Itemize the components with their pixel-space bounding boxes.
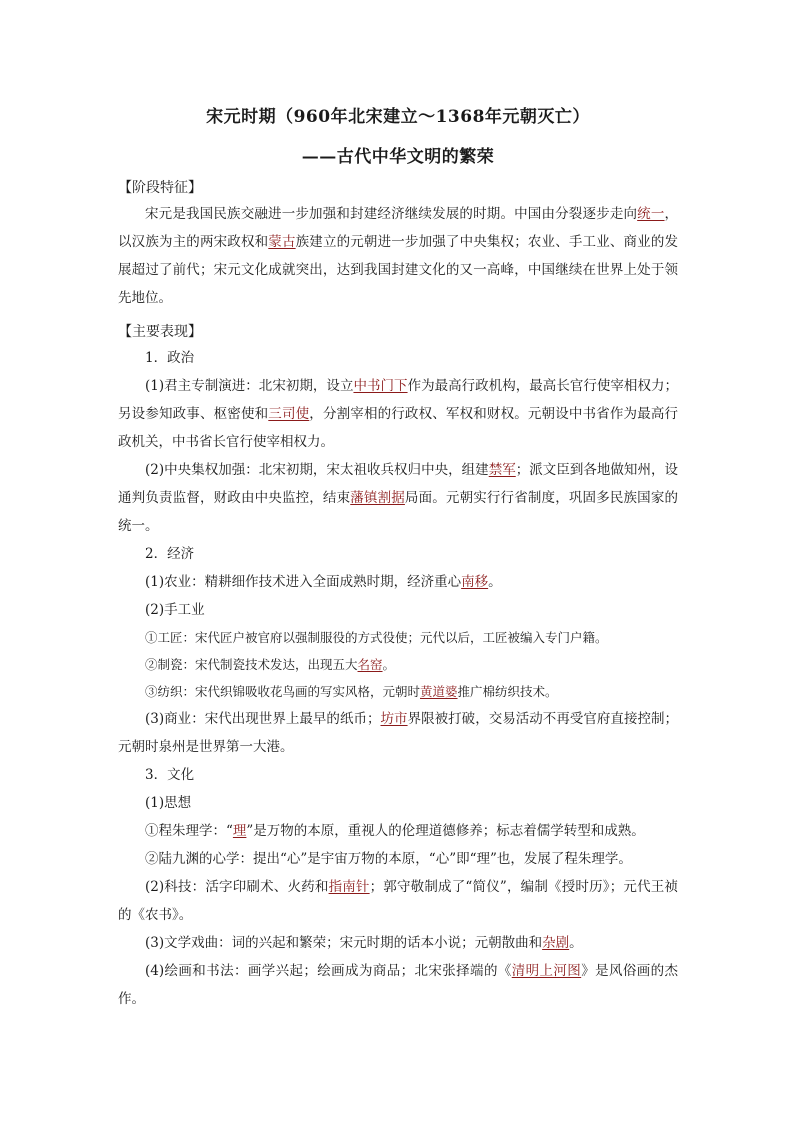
keyword-sansishi: 三司使 xyxy=(268,406,310,422)
keyword-zhinanzhen: 指南针 xyxy=(328,879,370,895)
economy-label: 2．经济 xyxy=(145,546,195,562)
keyword-zaju: 杂剧 xyxy=(542,935,570,951)
section-heading-main: 【主要表现】 xyxy=(118,324,202,340)
culture-paragraph-4: (2)科技：活字印刷术、火药和指南针；郭守敬制成了“简仪”，编制《授时历》；元代王祯的《农书》。 xyxy=(118,879,678,923)
economy-paragraph-3: ①工匠：宋代匠户被官府以强制服役的方式役使；元代以后，工匠被编入专门户籍。 xyxy=(145,630,608,645)
keyword-li: 理 xyxy=(232,823,247,839)
politics-paragraph-2: (2)中央集权加强：北宋初期，宋太祖收兵权归中央，组建禁军；派文臣到各地做知州，设通判负责监督，财政由中央监控，结束藩镇割据局面。元朝实行行省制度，巩固多民族国家的统一。 xyxy=(118,462,679,534)
culture-paragraph-3: ②陆九渊的心学：提出“心”是宇宙万物的本原，“心”即“理”也，发展了程朱理学。 xyxy=(145,851,632,867)
culture-paragraph-5: (3)文学戏曲：词的兴起和繁荣；宋元时期的话本小说；元朝散曲和杂剧。 xyxy=(145,935,583,951)
culture-label: 3．文化 xyxy=(145,767,195,783)
economy-paragraph-5: ③纺织：宋代织锦吸收花鸟画的写实风格，元朝时黄道婆推广棉纺织技术。 xyxy=(145,684,558,699)
economy-paragraph-6: (3)商业：宋代出现世界上最早的纸币；坊市界限被打破，交易活动不再受官府直接控制；元朝时泉州是世界第一大港。 xyxy=(118,711,679,755)
keyword-tongyi: 统一 xyxy=(637,206,665,222)
culture-paragraph-1: (1)思想 xyxy=(145,795,192,811)
keyword-mingyao: 名窑 xyxy=(357,657,383,672)
culture-paragraph-2: ①程朱理学：“理”是万物的本原，重视人的伦理道德修养；标志着儒学转型和成熟。 xyxy=(145,823,645,839)
economy-paragraph-2: (2)手工业 xyxy=(145,602,205,618)
page-title: 宋元时期（960年北宋建立～1368年元朝灭亡） xyxy=(206,107,590,127)
economy-paragraph-1: (1)农业：精耕细作技术进入全面成熟时期，经济重心南移。 xyxy=(145,574,502,590)
culture-paragraph-6: (4)绘画和书法：画学兴起；绘画成为商品；北宋张择端的《清明上河图》是风俗画的杰作。 xyxy=(118,963,679,1007)
economy-paragraph-4: ②制瓷：宋代制瓷技术发达，出现五大名窑。 xyxy=(145,657,396,672)
keyword-huangdaopo: 黄道婆 xyxy=(420,684,458,699)
politics-paragraph-1: (1)君主专制演进：北宋初期，设立中书门下作为最高行政机构，最高长官行使宰相权力；另设参知政事、枢密使和三司使，分割宰相的行政权、军权和财权。元朝设中书省作为最高行政机关，中书省长官行使宰相权力。 xyxy=(118,378,679,450)
page-subtitle: ——古代中华文明的繁荣 xyxy=(301,147,495,167)
section-heading-stage: 【阶段特征】 xyxy=(118,180,202,196)
politics-label: 1．政治 xyxy=(145,350,195,366)
keyword-zhongshumenxia: 中书门下 xyxy=(353,378,408,394)
keyword-fangshi: 坊市 xyxy=(380,711,408,727)
keyword-fanzhengeju: 藩镇割据 xyxy=(350,490,405,506)
stage-paragraph: 宋元是我国民族交融进一步加强和封建经济继续发展的时期。中国由分裂逐步走向统一，以汉族为主的两宋政权和蒙古族建立的元朝进一步加强了中央集权；农业、手工业、商业的发展超过了前代；宋元文化成就突出，达到我国封建文化的又一高峰，中国继续在世界上处于领先地位。 xyxy=(118,206,679,306)
keyword-menggu: 蒙古 xyxy=(268,234,296,250)
keyword-nanyi: 南移 xyxy=(461,574,489,590)
keyword-jinjun: 禁军 xyxy=(488,462,516,478)
document-body xyxy=(118,104,678,1013)
keyword-qingmingshanghetu: 清明上河图 xyxy=(511,963,582,979)
